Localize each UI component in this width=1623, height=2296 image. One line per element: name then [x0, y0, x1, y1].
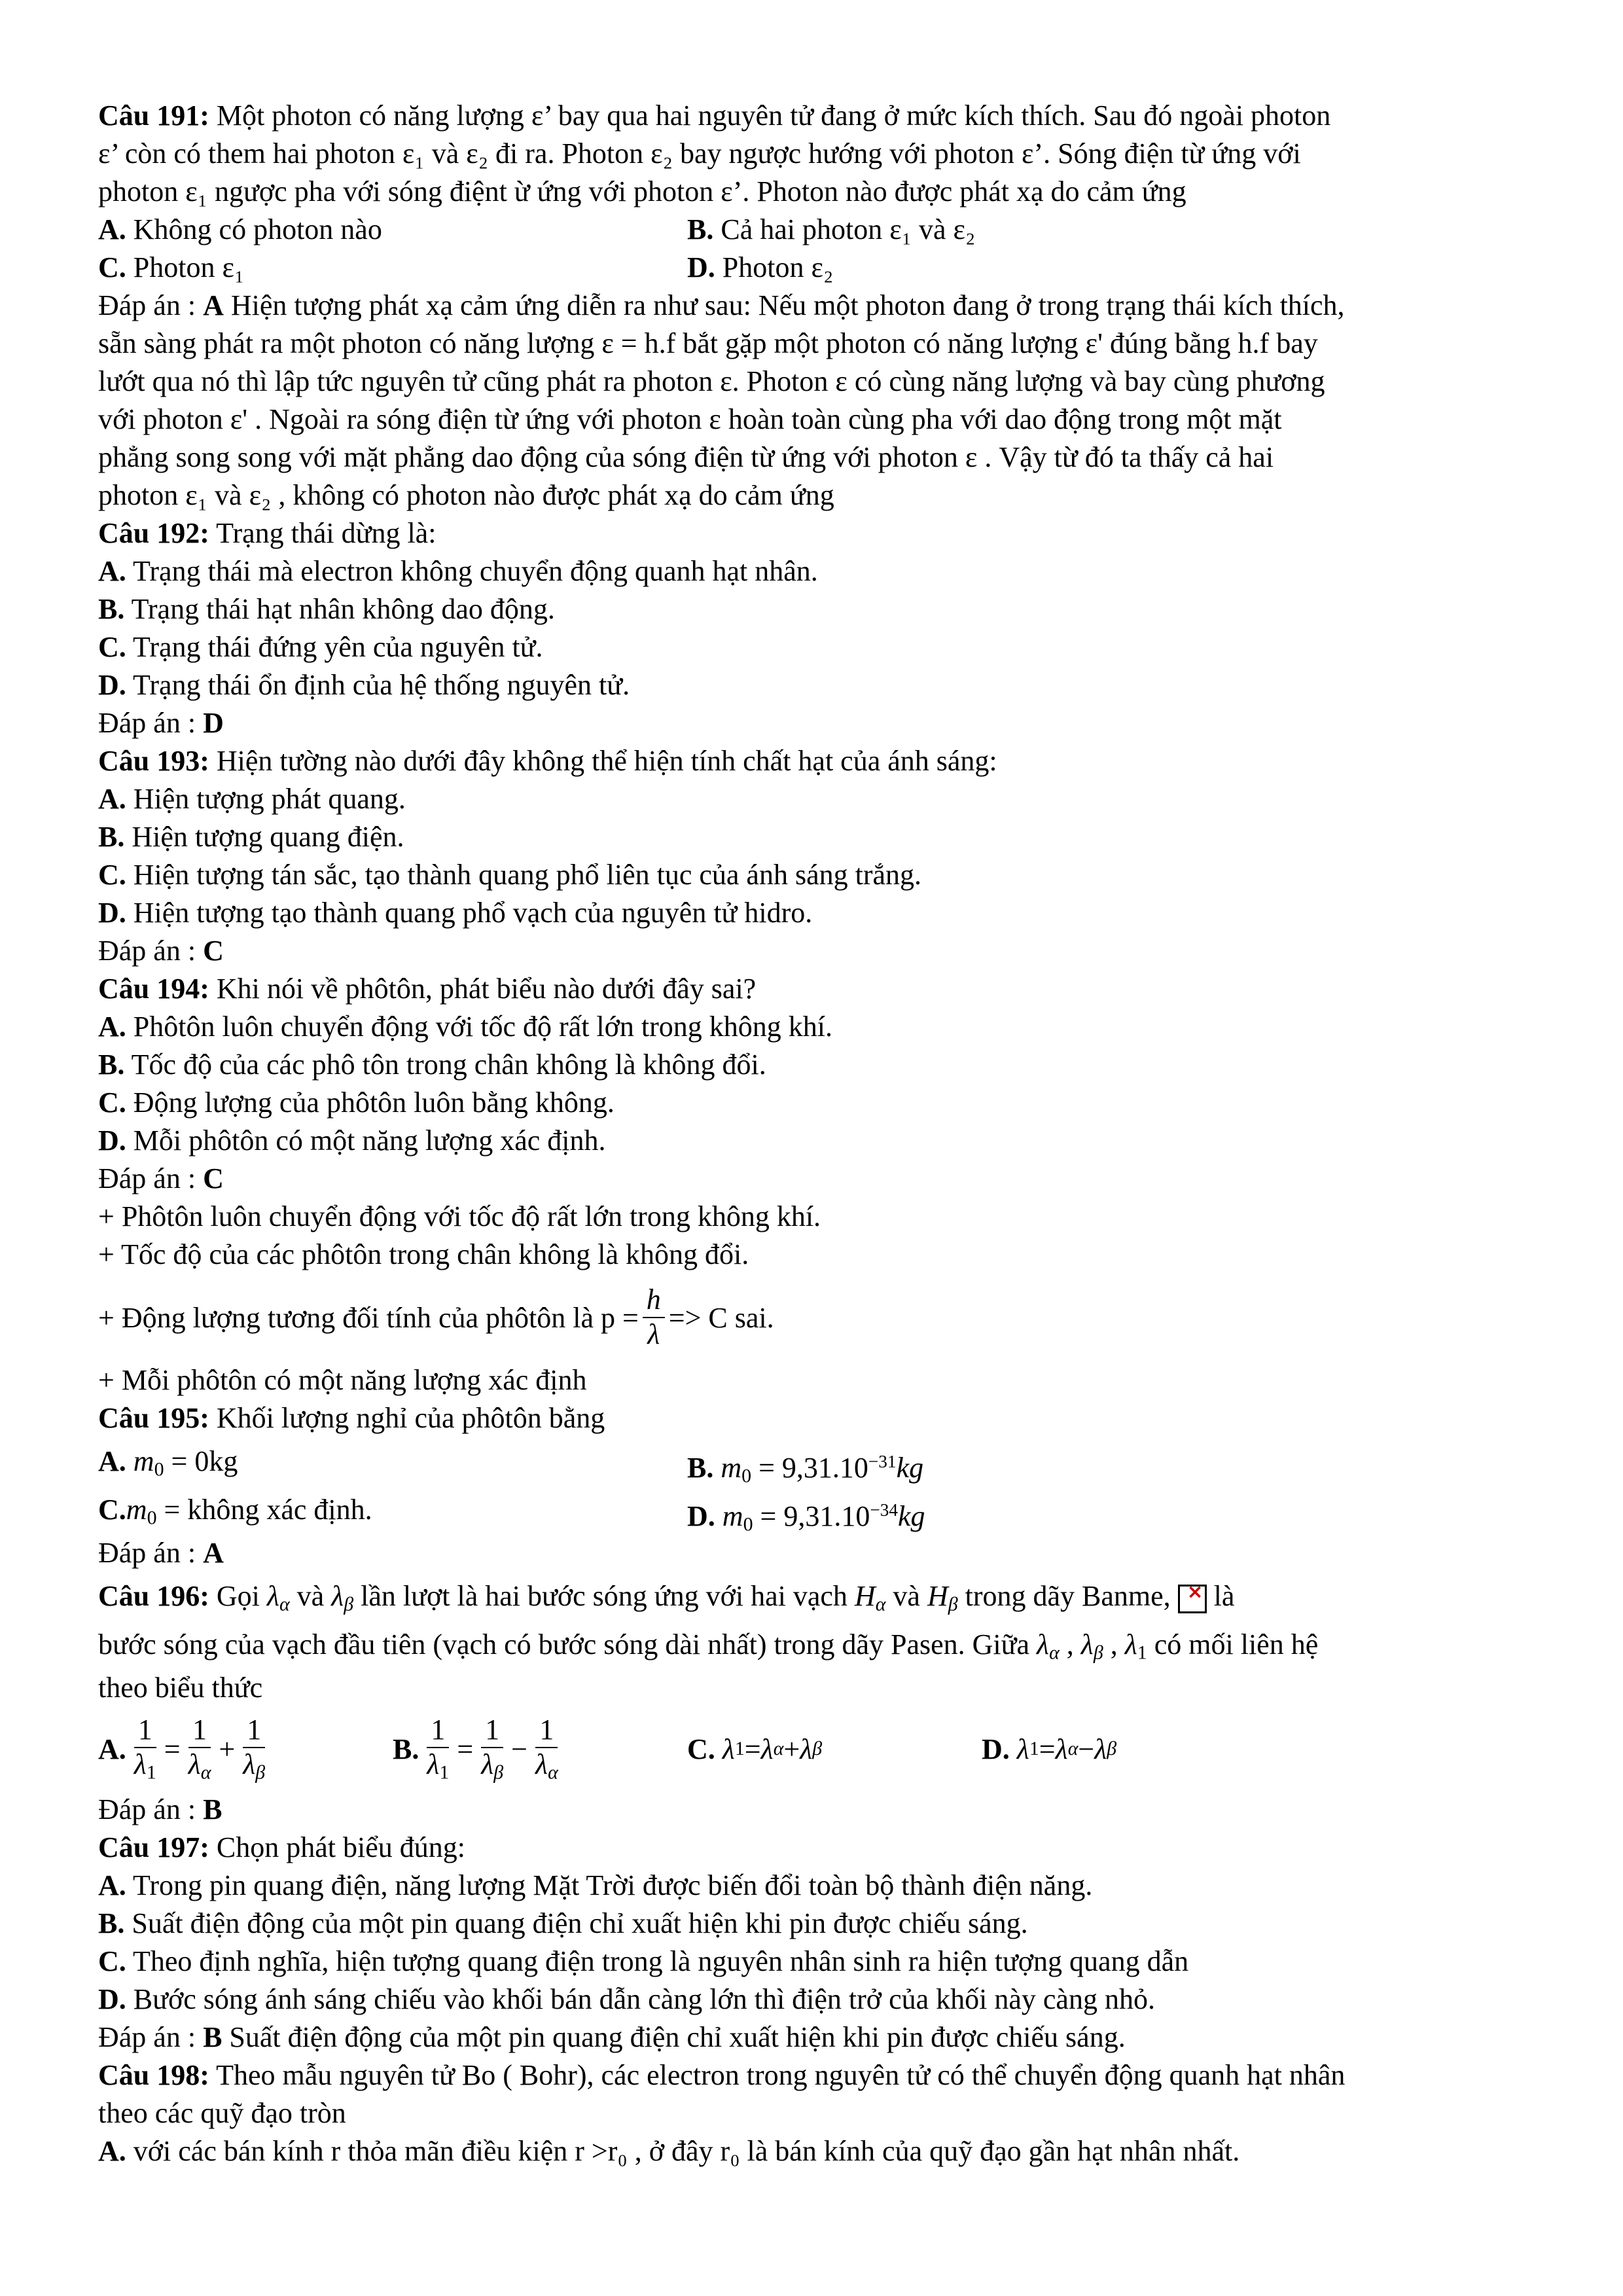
answer-line: Đáp án : A	[98, 1537, 224, 1569]
question-197: Câu 197: Chọn phát biểu đúng:	[98, 1831, 465, 1863]
option-c: C. Trạng thái đứng yên của nguyên tử.	[98, 631, 543, 663]
option-d: D. Photon ε₂	[687, 251, 834, 283]
option-b: B. Hiện tượng quang điện.	[98, 821, 404, 853]
answer-line: Đáp án : D	[98, 707, 224, 739]
answer-line: Đáp án : C	[98, 1162, 224, 1194]
option-row	[98, 211, 1538, 249]
question-196-line: Câu 196: Gọi $\lambda_\alpha$ và $\lambda_\beta$ lần lượt là hai bước sóng ứng với hai vạch $H_\alpha$ và $H_\beta$ trong dãy Banme, × là	[98, 1572, 1538, 1621]
note-line: + Tốc độ của các phôtôn trong chân không là không đổi.	[98, 1238, 749, 1270]
question-label: Câu 196:	[98, 1580, 209, 1612]
option-d: D. Mỗi phôtôn có một năng lượng xác định.	[98, 1124, 606, 1157]
question-195: Câu 195: Khối lượng nghỉ của phôtôn bằng	[98, 1402, 605, 1434]
option-a: A. $\frac{1}{\lambda_1}$ = $\frac{1}{\lambda_\alpha}$ + $\frac{1}{\lambda_\beta}$	[98, 1713, 266, 1784]
question-label: Câu 197:	[98, 1831, 209, 1863]
option-a: A. Trạng thái mà electron không chuyển động quanh hạt nhân.	[98, 555, 818, 587]
option-d: D. Trạng thái ổn định của hệ thống nguyên tử.	[98, 669, 630, 701]
question-191-line: photon ε₁ ngược pha với sóng điệnt ừ ứng với photon ε’. Photon nào được phát xạ do cảm ứng	[98, 175, 1186, 207]
option-d: D. Bước sóng ánh sáng chiếu vào khối bán dẫn càng lớn thì điện trở của khối này càng nhỏ.	[98, 1983, 1155, 2015]
explanation-line: sẵn sàng phát ra một photon có năng lượng ε = h.f bắt gặp một photon có năng lượng ε' đúng bằng h.f bay	[98, 327, 1318, 359]
option-a: A. Phôtôn luôn chuyển động với tốc độ rất lớn trong không khí.	[98, 1011, 833, 1043]
option-a: A. Hiện tượng phát quang.	[98, 783, 406, 815]
answer-value: A	[203, 289, 224, 321]
answer-value: C	[203, 1162, 224, 1194]
question-label: Câu 194:	[98, 973, 209, 1005]
option-b: B. Trạng thái hạt nhân không dao động.	[98, 593, 555, 625]
explanation-line: photon ε₁ và ε₂ , không có photon nào được phát xạ do cảm ứng	[98, 479, 834, 511]
question-label: Câu 191:	[98, 99, 209, 132]
question-196-line: theo biểu thức	[98, 1672, 263, 1704]
broken-image-icon	[1178, 1585, 1207, 1613]
answer-value: A	[203, 1537, 224, 1569]
option-b: B. $\frac{1}{\lambda_1}$ = $\frac{1}{\lambda_\beta}$ − $\frac{1}{\lambda_\alpha}$	[393, 1713, 558, 1784]
momentum-formula-line: + Động lượng tương đối tính của phôtôn là p = $\frac{h}{\lambda}$ => C sai.	[98, 1283, 774, 1350]
answer-line: Đáp án : C	[98, 935, 224, 967]
option-b: B. Cả hai photon ε₁ và ε₂	[687, 213, 976, 245]
explanation-line: với photon ε' . Ngoài ra sóng điện từ ứng với photon ε hoàn toàn cùng pha với dao động trong một mặt	[98, 403, 1282, 435]
question-label: Câu 192:	[98, 517, 209, 549]
option-d: D. Hiện tượng tạo thành quang phổ vạch của nguyên tử hidro.	[98, 897, 813, 929]
option-row	[98, 249, 1538, 287]
answer-line: Đáp án : A Hiện tượng phát xạ cảm ứng diễn ra như sau: Nếu một photon đang ở trong trạng thái kích thích,	[98, 289, 1345, 321]
question-191-line: Câu 191: Một photon có năng lượng ε’ bay qua hai nguyên tử đang ở mức kích thích. Sau đó ngoài photon	[98, 99, 1331, 132]
answer-value: C	[203, 935, 224, 967]
option-c: C. Theo định nghĩa, hiện tượng quang điện trong là nguyên nhân sinh ra hiện tượng quang dẫn	[98, 1945, 1189, 1977]
option-d: D. λ 1 = λ α − λ β	[982, 1732, 1117, 1765]
explanation-line: lướt qua nó thì lập tức nguyên tử cũng phát ra photon ε. Photon ε có cùng năng lượng và bay cùng phương	[98, 365, 1325, 397]
answer-value: D	[203, 707, 224, 739]
option-a: A. Không có photon nào	[98, 213, 382, 245]
option-c: C. λ 1 = λ α + λ β	[687, 1732, 823, 1765]
option-d: D. $m_0 = 9,31.10^{-34}kg$	[687, 1500, 925, 1535]
document-content	[98, 97, 1538, 2170]
note-line: + Mỗi phôtôn có một năng lượng xác định	[98, 1364, 587, 1396]
answer-line: Đáp án : B Suất điện động của một pin quang điện chỉ xuất hiện khi pin được chiếu sáng.	[98, 2021, 1126, 2053]
question-194: Câu 194: Khi nói về phôtôn, phát biểu nào dưới đây sai?	[98, 973, 757, 1005]
question-label: Câu 195:	[98, 1402, 209, 1434]
option-c: C. Động lượng của phôtôn luôn bằng không.	[98, 1086, 615, 1119]
answer-value: B	[203, 2021, 223, 2053]
option-a: A. $m_0 = 0kg$	[98, 1445, 238, 1480]
momentum-fraction: $\frac{h}{\lambda}$	[643, 1283, 665, 1351]
option-b: B. Tốc độ của các phô tôn trong chân không là không đổi.	[98, 1049, 766, 1081]
option-row	[98, 1707, 1538, 1791]
option-c: C. Hiện tượng tán sắc, tạo thành quang phổ liên tục của ánh sáng trắng.	[98, 859, 922, 891]
question-198-line: theo các quỹ đạo tròn	[98, 2097, 346, 2129]
question-193: Câu 193: Hiện tường nào dưới đây không thể hiện tính chất hạt của ánh sáng:	[98, 745, 997, 777]
answer-value: B	[203, 1793, 223, 1825]
option-c: C. Photon ε₁	[98, 251, 245, 283]
question-label: Câu 198:	[98, 2059, 209, 2091]
note-line: + Phôtôn luôn chuyển động với tốc độ rất lớn trong không khí.	[98, 1200, 821, 1232]
question-192: Câu 192: Trạng thái dừng là:	[98, 517, 437, 549]
option-row	[98, 1437, 1538, 1486]
option-c: $C.m_0$ = không xác định.	[98, 1494, 372, 1529]
option-b: B. Suất điện động của một pin quang điện chỉ xuất hiện khi pin được chiếu sáng.	[98, 1907, 1028, 1939]
question-191-line: ε’ còn có them hai photon ε₁ và ε₂ đi ra. Photon ε₂ bay ngược hướng với photon ε’. Sóng điện từ ứng với	[98, 137, 1301, 170]
option-a: A. với các bán kính r thỏa mãn điều kiện r >r₀ , ở đây r₀ là bán kính của quỹ đạo gần hạt nhân nhất.	[98, 2135, 1240, 2167]
question-label: Câu 193:	[98, 745, 209, 777]
option-b: B. $m_0 = 9,31.10^{-31}kg$	[687, 1452, 924, 1487]
option-a: A. Trong pin quang điện, năng lượng Mặt Trời được biến đổi toàn bộ thành điện năng.	[98, 1869, 1093, 1901]
answer-line: Đáp án : B	[98, 1793, 223, 1825]
question-196-line: bước sóng của vạch đầu tiên (vạch có bước sóng dài nhất) trong dãy Pasen. Giữa $\lambda_\alpha$ , $\lambda_\beta$ , $\lambda_1$ có mối liên hệ	[98, 1628, 1319, 1664]
explanation-line: phẳng song song với mặt phẳng dao động của sóng điện từ ứng với photon ε . Vậy từ đó ta thấy cả hai	[98, 441, 1274, 473]
option-row	[98, 1486, 1538, 1534]
question-198-line: Câu 198: Theo mẫu nguyên tử Bo ( Bohr), các electron trong nguyên tử có thể chuyển động quanh hạt nhân	[98, 2059, 1346, 2091]
